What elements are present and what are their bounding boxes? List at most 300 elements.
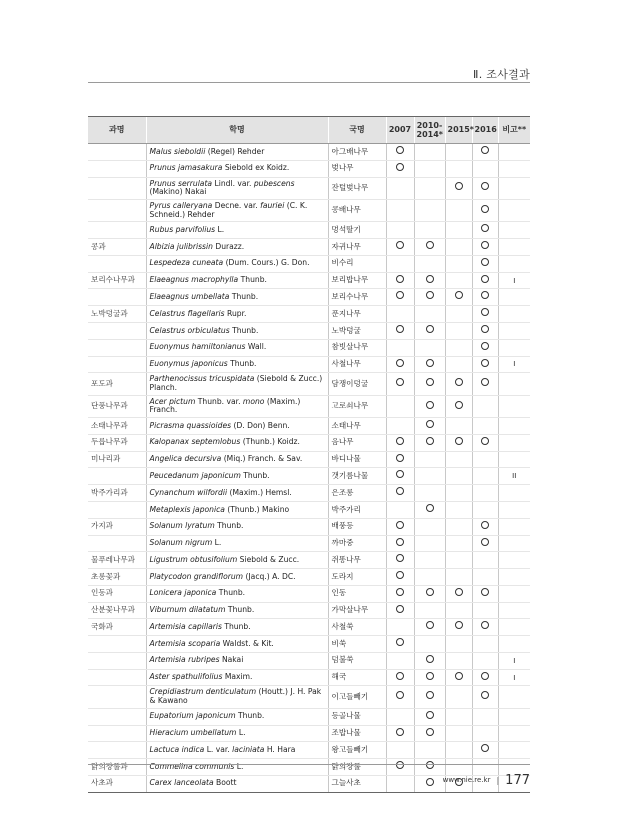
scientific-name-cell <box>146 222 328 239</box>
family-cell: 초롱꽃과 <box>88 569 146 586</box>
survey-year-cell <box>386 222 414 239</box>
scientific-name-text: Commelina communis <box>149 761 235 771</box>
note-cell <box>498 518 530 535</box>
table-row <box>88 434 530 451</box>
page-footer <box>443 772 530 788</box>
survey-year-cell <box>472 160 498 177</box>
survey-year-cell <box>386 272 414 289</box>
presence-circle-icon <box>481 325 489 333</box>
scientific-name-text: laciniata <box>232 744 265 754</box>
presence-circle-icon <box>396 487 404 495</box>
survey-year-cell <box>472 585 498 602</box>
author-text: Thunb. <box>221 621 251 631</box>
presence-circle-icon <box>481 241 489 249</box>
table-row <box>88 160 530 177</box>
author-text: Lindl. var. <box>212 178 254 188</box>
scientific-name-cell <box>146 323 328 340</box>
korean-name-cell: 푼지나무 <box>328 306 386 323</box>
survey-year-cell <box>472 356 498 373</box>
scientific-name-cell <box>146 160 328 177</box>
survey-year-cell <box>386 518 414 535</box>
family-cell: 단풍나무과 <box>88 395 146 417</box>
author-text: Durazz. <box>212 241 245 251</box>
survey-year-cell <box>414 468 445 485</box>
survey-year-cell <box>445 356 472 373</box>
family-cell <box>88 636 146 653</box>
scientific-name-cell <box>146 585 328 602</box>
presence-circle-icon <box>396 163 404 171</box>
survey-year-cell <box>445 485 472 502</box>
author-text: Maxim. <box>222 672 253 682</box>
table-row <box>88 468 530 485</box>
author-text: (Thunb.) Koidz. <box>240 437 300 447</box>
author-text: (Thunb.) Makino <box>224 504 290 514</box>
author-text: Boott <box>213 778 237 788</box>
presence-circle-icon <box>481 538 489 546</box>
survey-year-cell <box>386 552 414 569</box>
author-text: Waldst. & Kit. <box>220 638 274 648</box>
korean-name-cell: 은조롱 <box>328 485 386 502</box>
scientific-name-cell <box>146 395 328 417</box>
survey-year-cell <box>472 395 498 417</box>
survey-year-cell <box>386 255 414 272</box>
author-text: Decne. var. <box>212 200 261 210</box>
survey-year-cell <box>414 306 445 323</box>
presence-circle-icon <box>481 672 489 680</box>
author-text: Thunb. <box>235 711 265 721</box>
survey-year-cell <box>445 708 472 725</box>
survey-year-cell <box>445 742 472 759</box>
presence-circle-icon <box>396 275 404 283</box>
survey-year-cell <box>414 708 445 725</box>
korean-name-cell: 조밥나물 <box>328 725 386 742</box>
presence-circle-icon <box>396 638 404 646</box>
survey-year-cell <box>386 177 414 199</box>
survey-year-cell <box>414 759 445 776</box>
scientific-name-text: Parthenocissus tricuspidata <box>149 374 255 384</box>
presence-circle-icon <box>396 554 404 562</box>
scientific-name-cell <box>146 759 328 776</box>
korean-name-cell: 담쟁이덩굴 <box>328 373 386 395</box>
table-row <box>88 222 530 239</box>
presence-circle-icon <box>426 672 434 680</box>
survey-year-cell <box>386 289 414 306</box>
presence-circle-icon <box>426 761 434 769</box>
presence-circle-icon <box>396 325 404 333</box>
author-text: Rupr. <box>224 308 247 318</box>
table-row <box>88 502 530 519</box>
survey-year-cell <box>445 636 472 653</box>
scientific-name-text: Lespedeza cuneata <box>149 258 224 268</box>
survey-year-cell <box>414 222 445 239</box>
survey-year-cell <box>386 306 414 323</box>
family-cell <box>88 669 146 686</box>
survey-year-cell <box>386 759 414 776</box>
author-text: Thunb. <box>240 470 270 480</box>
presence-circle-icon <box>426 420 434 428</box>
family-cell <box>88 199 146 221</box>
survey-year-cell <box>445 619 472 636</box>
survey-year-cell <box>445 585 472 602</box>
survey-year-cell <box>472 222 498 239</box>
author-text: (Makino) Nakai <box>149 187 207 197</box>
survey-year-cell <box>445 518 472 535</box>
author-text: L. <box>234 761 244 771</box>
survey-year-cell <box>472 373 498 395</box>
survey-year-cell <box>445 177 472 199</box>
presence-circle-icon <box>481 291 489 299</box>
survey-year-cell <box>386 775 414 792</box>
korean-name-cell: 사철나무 <box>328 356 386 373</box>
korean-name-cell: 인동 <box>328 585 386 602</box>
korean-name-cell: 보리밥나무 <box>328 272 386 289</box>
survey-year-cell <box>445 686 472 708</box>
table-row <box>88 636 530 653</box>
note-cell <box>498 535 530 552</box>
note-cell: I <box>498 669 530 686</box>
note-cell <box>498 177 530 199</box>
korean-name-cell: 쥐똥나무 <box>328 552 386 569</box>
scientific-name-text: Artemisia rubripes <box>149 655 220 665</box>
author-text: (D. Don) Benn. <box>231 420 290 430</box>
author-text: (Houtt.) J. H. Pak & Kawano <box>149 687 322 706</box>
presence-circle-icon <box>426 621 434 629</box>
scientific-name-text: Euonymus japonicus <box>149 359 228 369</box>
note-cell <box>498 289 530 306</box>
author-text: Wall. <box>245 342 267 352</box>
scientific-name-text: Euonymus hamiltonianus <box>149 342 246 352</box>
survey-year-cell <box>386 569 414 586</box>
scientific-name-text: Carex lanceolata <box>149 778 214 788</box>
table-row <box>88 199 530 221</box>
family-cell <box>88 177 146 199</box>
scientific-name-text: Artemisia scoparia <box>149 638 221 648</box>
presence-circle-icon <box>426 401 434 409</box>
survey-year-cell <box>386 535 414 552</box>
header-korean-name: 국명 <box>328 117 386 144</box>
survey-year-cell <box>414 518 445 535</box>
survey-year-cell <box>414 652 445 669</box>
survey-year-cell <box>445 373 472 395</box>
table-header-row <box>88 117 530 144</box>
note-cell <box>498 255 530 272</box>
survey-year-cell <box>386 144 414 161</box>
presence-circle-icon <box>426 359 434 367</box>
scientific-name-text: Acer pictum <box>149 396 196 406</box>
survey-year-cell <box>414 451 445 468</box>
survey-year-cell <box>445 160 472 177</box>
survey-year-cell <box>414 160 445 177</box>
presence-circle-icon <box>455 378 463 386</box>
author-text: (Siebold & Zucc.) Planch. <box>149 374 323 393</box>
survey-year-cell <box>472 669 498 686</box>
table-row <box>88 451 530 468</box>
scientific-name-text: Solanum nigrum <box>149 538 213 548</box>
scientific-name-cell <box>146 418 328 435</box>
family-cell <box>88 144 146 161</box>
family-cell: 포도과 <box>88 373 146 395</box>
korean-name-cell: 그늘사초 <box>328 775 386 792</box>
scientific-name-text: Artemisia capillaris <box>149 621 222 631</box>
page-number: 177 <box>505 772 530 788</box>
note-cell: II <box>498 468 530 485</box>
note-cell <box>498 619 530 636</box>
korean-name-cell: 음나무 <box>328 434 386 451</box>
scientific-name-text: Malus sieboldii <box>149 146 206 156</box>
presence-circle-icon <box>481 588 489 596</box>
author-text: Siebold ex Koidz. <box>222 163 290 173</box>
author-text: (Dum. Cours.) G. Don. <box>223 258 310 268</box>
table-row <box>88 339 530 356</box>
scientific-name-text: Prunus jamasakura <box>149 163 223 173</box>
survey-year-cell <box>445 535 472 552</box>
scientific-name-cell <box>146 652 328 669</box>
scientific-name-cell <box>146 669 328 686</box>
footer-website: www.nie.re.kr <box>442 776 491 784</box>
family-cell <box>88 468 146 485</box>
survey-year-cell <box>472 177 498 199</box>
family-cell: 닭의장풀과 <box>88 759 146 776</box>
presence-circle-icon <box>426 778 434 786</box>
survey-year-cell <box>472 339 498 356</box>
scientific-name-text: Solanum lyratum <box>149 521 215 531</box>
note-cell <box>498 569 530 586</box>
survey-year-cell <box>386 725 414 742</box>
table-row <box>88 272 530 289</box>
author-text: (Jacq.) A. DC. <box>243 571 296 581</box>
scientific-name-text: Lactuca indica <box>149 744 205 754</box>
scientific-name-cell <box>146 306 328 323</box>
family-cell: 두릅나무과 <box>88 434 146 451</box>
survey-year-cell <box>386 602 414 619</box>
scientific-name-cell <box>146 144 328 161</box>
survey-year-cell <box>386 468 414 485</box>
korean-name-cell: 바디나물 <box>328 451 386 468</box>
family-cell: 물푸레나무과 <box>88 552 146 569</box>
korean-name-cell: 고로쇠나무 <box>328 395 386 417</box>
family-cell: 소태나무과 <box>88 418 146 435</box>
family-cell: 콩과 <box>88 239 146 256</box>
survey-year-cell <box>472 686 498 708</box>
table-row <box>88 669 530 686</box>
presence-circle-icon <box>396 437 404 445</box>
korean-name-cell: 멍석딸기 <box>328 222 386 239</box>
presence-circle-icon <box>481 146 489 154</box>
footer-separator: | <box>496 775 500 785</box>
korean-name-cell: 사철쑥 <box>328 619 386 636</box>
presence-circle-icon <box>481 205 489 213</box>
survey-year-cell <box>445 306 472 323</box>
korean-name-cell: 이고들빼기 <box>328 686 386 708</box>
survey-year-cell <box>386 742 414 759</box>
survey-year-cell <box>414 272 445 289</box>
header-note: 비고** <box>498 117 530 144</box>
table-row <box>88 552 530 569</box>
survey-year-cell <box>386 652 414 669</box>
family-cell: 미나리과 <box>88 451 146 468</box>
survey-year-cell <box>445 451 472 468</box>
survey-year-cell <box>445 144 472 161</box>
survey-year-cell <box>472 602 498 619</box>
survey-year-cell <box>445 502 472 519</box>
survey-year-cell <box>414 418 445 435</box>
table-row <box>88 373 530 395</box>
table-row <box>88 708 530 725</box>
scientific-name-text: Ligustrum obtusifolium <box>149 554 238 564</box>
survey-year-cell <box>386 418 414 435</box>
survey-year-cell <box>386 160 414 177</box>
survey-year-cell <box>386 619 414 636</box>
survey-year-cell <box>445 434 472 451</box>
survey-year-cell <box>414 742 445 759</box>
scientific-name-cell <box>146 569 328 586</box>
korean-name-cell: 덤불쑥 <box>328 652 386 669</box>
scientific-name-text: Eupatorium japonicum <box>149 711 236 721</box>
scientific-name-text: pubescens <box>253 178 295 188</box>
family-cell: 보리수나무과 <box>88 272 146 289</box>
survey-year-cell <box>445 468 472 485</box>
table-row <box>88 418 530 435</box>
table-row <box>88 585 530 602</box>
korean-name-cell: 까마중 <box>328 535 386 552</box>
note-cell <box>498 144 530 161</box>
korean-name-cell: 왕고들빼기 <box>328 742 386 759</box>
survey-year-cell <box>414 686 445 708</box>
presence-circle-icon <box>426 325 434 333</box>
note-cell <box>498 552 530 569</box>
presence-circle-icon <box>455 291 463 299</box>
family-cell: 노박덩굴과 <box>88 306 146 323</box>
survey-year-cell <box>386 339 414 356</box>
presence-circle-icon <box>481 691 489 699</box>
scientific-name-cell <box>146 356 328 373</box>
note-cell: I <box>498 356 530 373</box>
scientific-name-text: mono <box>242 396 265 406</box>
survey-year-cell <box>386 708 414 725</box>
korean-name-cell: 참빗살나무 <box>328 339 386 356</box>
survey-year-cell <box>414 255 445 272</box>
survey-year-cell <box>472 468 498 485</box>
scientific-name-cell <box>146 177 328 199</box>
scientific-name-cell <box>146 518 328 535</box>
species-table <box>88 116 530 793</box>
survey-year-cell <box>414 585 445 602</box>
table-row <box>88 686 530 708</box>
table-row <box>88 602 530 619</box>
family-cell <box>88 323 146 340</box>
scientific-name-text: Kalopanax septemlobus <box>149 437 241 447</box>
survey-year-cell <box>414 775 445 792</box>
survey-year-cell <box>472 535 498 552</box>
author-text: L. <box>212 538 222 548</box>
table-row <box>88 535 530 552</box>
survey-year-cell <box>414 535 445 552</box>
footer-divider <box>88 764 530 765</box>
table-row <box>88 619 530 636</box>
survey-year-cell <box>414 144 445 161</box>
presence-circle-icon <box>396 588 404 596</box>
presence-circle-icon <box>455 588 463 596</box>
header-2015: 2015* <box>445 117 472 144</box>
korean-name-cell: 비쑥 <box>328 636 386 653</box>
scientific-name-text: Viburnum dilatatum <box>149 605 226 615</box>
presence-circle-icon <box>481 308 489 316</box>
author-text: Thunb. <box>214 521 244 531</box>
survey-year-cell <box>445 669 472 686</box>
korean-name-cell: 해국 <box>328 669 386 686</box>
survey-year-cell <box>414 239 445 256</box>
survey-year-cell <box>472 434 498 451</box>
author-text: Thunb. <box>238 275 267 285</box>
author-text: (Miq.) Franch. & Sav. <box>221 454 303 464</box>
survey-year-cell <box>414 725 445 742</box>
survey-year-cell <box>472 272 498 289</box>
author-text: Thunb. <box>229 291 259 301</box>
korean-name-cell: 배풍등 <box>328 518 386 535</box>
family-cell: 가지과 <box>88 518 146 535</box>
survey-year-cell <box>386 356 414 373</box>
presence-circle-icon <box>396 291 404 299</box>
scientific-name-cell <box>146 742 328 759</box>
survey-year-cell <box>445 272 472 289</box>
family-cell <box>88 356 146 373</box>
scientific-name-cell <box>146 485 328 502</box>
survey-year-cell <box>445 222 472 239</box>
scientific-name-text: Rubus parvifolius <box>149 224 216 234</box>
presence-circle-icon <box>396 538 404 546</box>
survey-year-cell <box>472 708 498 725</box>
table-row <box>88 395 530 417</box>
scientific-name-cell <box>146 619 328 636</box>
scientific-name-cell <box>146 502 328 519</box>
survey-year-cell <box>472 289 498 306</box>
presence-circle-icon <box>396 378 404 386</box>
survey-year-cell <box>472 199 498 221</box>
survey-year-cell <box>472 255 498 272</box>
author-text: Nakai <box>219 655 244 665</box>
survey-year-cell <box>472 569 498 586</box>
scientific-name-cell <box>146 552 328 569</box>
family-cell <box>88 160 146 177</box>
presence-circle-icon <box>455 672 463 680</box>
note-cell <box>498 485 530 502</box>
note-cell <box>498 686 530 708</box>
scientific-name-cell <box>146 239 328 256</box>
survey-year-cell <box>472 552 498 569</box>
table-row <box>88 725 530 742</box>
survey-year-cell <box>445 395 472 417</box>
author-text: Siebold & Zucc. <box>237 554 300 564</box>
family-cell: 박주가리과 <box>88 485 146 502</box>
table-row <box>88 485 530 502</box>
presence-circle-icon <box>396 470 404 478</box>
survey-year-cell <box>414 569 445 586</box>
note-cell <box>498 395 530 417</box>
survey-year-cell <box>472 485 498 502</box>
presence-circle-icon <box>455 401 463 409</box>
family-cell: 산분꽃나무과 <box>88 602 146 619</box>
scientific-name-text: Cynanchum wilfordii <box>149 487 228 497</box>
scientific-name-cell <box>146 339 328 356</box>
note-cell <box>498 451 530 468</box>
note-cell <box>498 725 530 742</box>
korean-name-cell: 소태나무 <box>328 418 386 435</box>
table-row <box>88 518 530 535</box>
survey-year-cell <box>414 669 445 686</box>
survey-year-cell <box>386 669 414 686</box>
survey-year-cell <box>472 652 498 669</box>
note-cell <box>498 636 530 653</box>
